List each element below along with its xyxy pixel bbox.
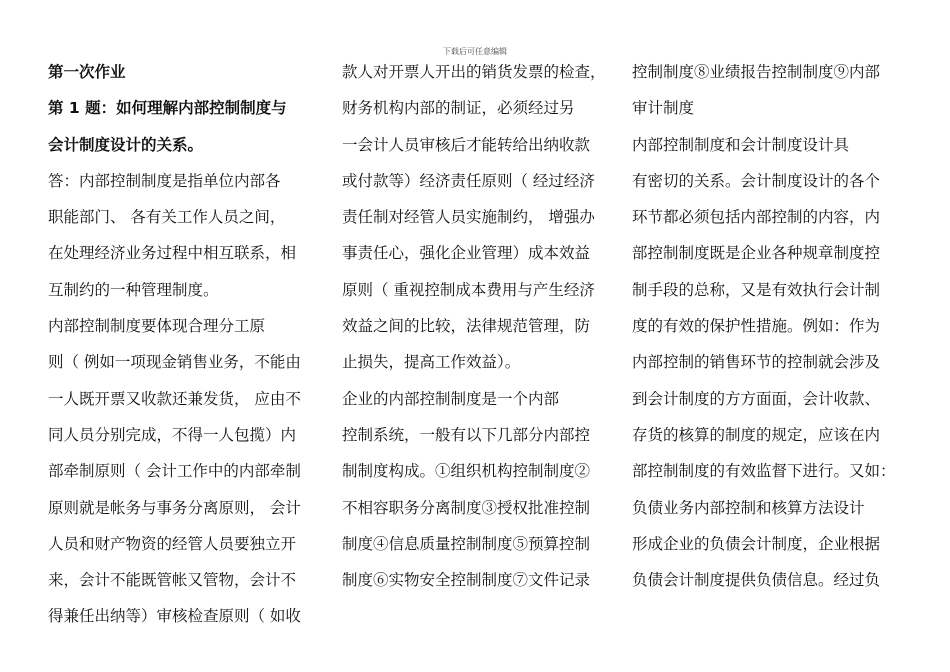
question-title-line-2: 会计制度设计的关系。 bbox=[48, 135, 204, 154]
text-line: 责任制对经管人员实施制约， 增强办 bbox=[342, 208, 595, 227]
text-line: 来，会计不能既管帐又管物，会计不 bbox=[48, 571, 297, 590]
text-line: 人员和财产物资的经管人员要独立开 bbox=[48, 534, 297, 553]
text-line: 或付款等）经济责任原则（ 经过经济 bbox=[342, 171, 595, 190]
text-line: 审计制度 bbox=[632, 99, 695, 118]
text-line: 部控制制度既是企业各种规章制度控 bbox=[632, 244, 881, 263]
text-line: 形成企业的负债会计制度，企业根据 bbox=[632, 534, 881, 553]
text-line: 职能部门、 各有关工作人员之间， bbox=[48, 208, 286, 227]
text-line: 制手段的总称，又是有效执行会计制 bbox=[632, 280, 881, 299]
text-line: 事责任心，强化企业管理）成本效益 bbox=[342, 244, 591, 263]
page-header-note: 下载后可任意编辑 bbox=[443, 47, 507, 56]
right-column bbox=[632, 54, 904, 598]
text-line: 效益之间的比较，法律规范管理，防 bbox=[342, 317, 591, 336]
text-line: 款人对开票人开出的销货发票的检查， bbox=[342, 63, 606, 81]
text-line: 同人员分别完成，不得一人包揽）内 bbox=[48, 425, 297, 444]
left-column bbox=[48, 54, 320, 635]
text-line: 一人既开票又收款还兼发货， 应由不 bbox=[48, 389, 301, 408]
text-line: 部牵制原则（ 会计工作中的内部牵制 bbox=[48, 462, 301, 481]
middle-column bbox=[342, 54, 614, 598]
text-line: 不相容职务分离制度③授权批准控制 bbox=[342, 498, 591, 517]
text-line: 互制约的一种管理制度。 bbox=[48, 280, 219, 299]
text-line: 则（ 例如一项现金销售业务，不能由 bbox=[48, 353, 301, 372]
text-line: 制度④信息质量控制制度⑤预算控制 bbox=[342, 534, 591, 553]
text-line: 内部控制的销售环节的控制就会涉及 bbox=[632, 353, 881, 372]
text-line: 负债会计制度提供负债信息。经过负 bbox=[632, 571, 881, 590]
text-line: 原则（ 重视控制成本费用与产生经济 bbox=[342, 280, 595, 299]
text-line: 制制度构成。①组织机构控制制度② bbox=[342, 462, 591, 481]
text-line: 得兼任出纳等）审核检查原则（ 如收 bbox=[48, 607, 301, 626]
text-line: 制度⑥实物安全控制制度⑦文件记录 bbox=[342, 571, 591, 590]
section-title: 第一次作业 bbox=[48, 63, 126, 81]
text-line: 控制制度⑧业绩报告控制制度⑨内部 bbox=[632, 63, 881, 81]
text-line: 企业的内部控制制度是一个内部 bbox=[342, 389, 560, 408]
text-line: 在处理经济业务过程中相互联系，相 bbox=[48, 244, 297, 263]
text-line: 内部控制制度要体现合理分工原 bbox=[48, 317, 266, 336]
text-line: 部控制制度的有效监督下进行。又如： bbox=[632, 462, 896, 481]
text-line: 答：内部控制制度是指单位内部各 bbox=[48, 171, 281, 190]
text-line: 有密切的关系。会计制度设计的各个 bbox=[632, 171, 881, 190]
text-line: 到会计制度的方方面面，会计收款、 bbox=[632, 389, 881, 408]
text-line: 度的有效的保护性措施。例如：作为 bbox=[632, 317, 881, 336]
text-line: 控制系统，一般有以下几部分内部控 bbox=[342, 425, 591, 444]
question-title-line-1: 第 1 题：如何理解内部控制制度与 bbox=[48, 99, 287, 118]
text-line: 止损失，提高工作效益）。 bbox=[342, 353, 521, 372]
text-line: 财务机构内部的制证，必须经过另 bbox=[342, 99, 575, 118]
text-line: 存货的核算的制度的规定，应该在内 bbox=[632, 425, 881, 444]
text-line: 原则就是帐务与事务分离原则， 会计 bbox=[48, 498, 301, 517]
text-line: 负债业务内部控制和核算方法设计 bbox=[632, 498, 865, 517]
text-line: 环节都必须包括内部控制的内容，内 bbox=[632, 208, 881, 227]
text-line: 一会计人员审核后才能转给出纳收款 bbox=[342, 135, 591, 154]
text-line: 内部控制制度和会计制度设计具 bbox=[632, 135, 850, 154]
